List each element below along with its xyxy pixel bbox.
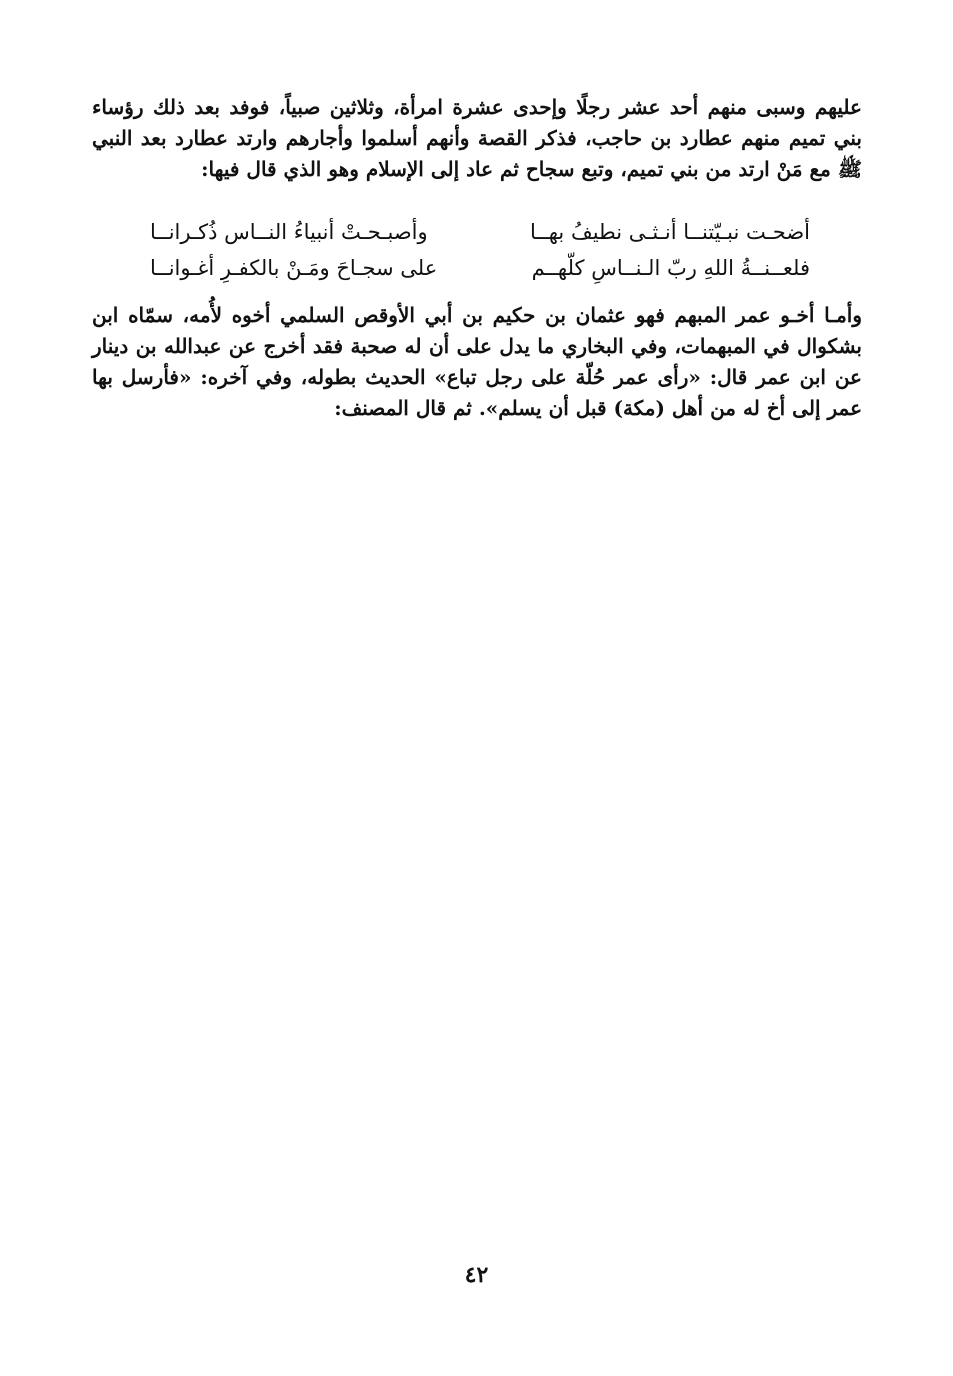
verse-second-hemistich: على سجـاحَ ومَـنْ بالكفـرِ أغـوانــا (150, 256, 438, 280)
paragraph-body: وأمـا أخـو عمر المبهم فهو عثمان بن حكيم بن أبي الأوقص السلمي أخوه لأُمه، سمّاه ابن بشكوال في المبهمات، وفي البخاري ما يدل على أن له صحبة فقد أخرج عن عبدالله بن دينار عن ابن عمر قال: «رأى عمر حُلّة على رجل تباع» الحديث بطوله، وفي آخره: «فأرسل بها عمر إلى أخ له من أهل (مكة) قبل أن يسلم». ثم قال المصنف: (92, 303, 862, 420)
verse-first-hemistich: فلعــنــةُ اللهِ ربّ الـنــاسِ كلّهــم (531, 256, 810, 280)
paragraph-intro: عليهم وسبى منهم أحد عشر رجلًا وإحدى عشرة امرأة، وثلاثين صبياً، فوفد بعد ذلك رؤساء بني تميم منهم عطارد بن حاجب، فذكر القصة وأنهم أسلموا وأجارهم وارتد عطارد بعد النبي ﷺ مع مَنْ ارتد من بني تميم، وتبع سجاح ثم عاد إلى الإسلام وهو الذي قال فيها: (92, 95, 862, 181)
verse-first-hemistich: أضحـت نبـيّتنــا أنـثـى نطيفُ بهــا (530, 220, 810, 244)
page-number: ٤٢ (464, 1262, 489, 1288)
verse-second-hemistich: وأصبـحـتْ أنبياءُ النــاس ذُكـرانــا (150, 220, 428, 244)
